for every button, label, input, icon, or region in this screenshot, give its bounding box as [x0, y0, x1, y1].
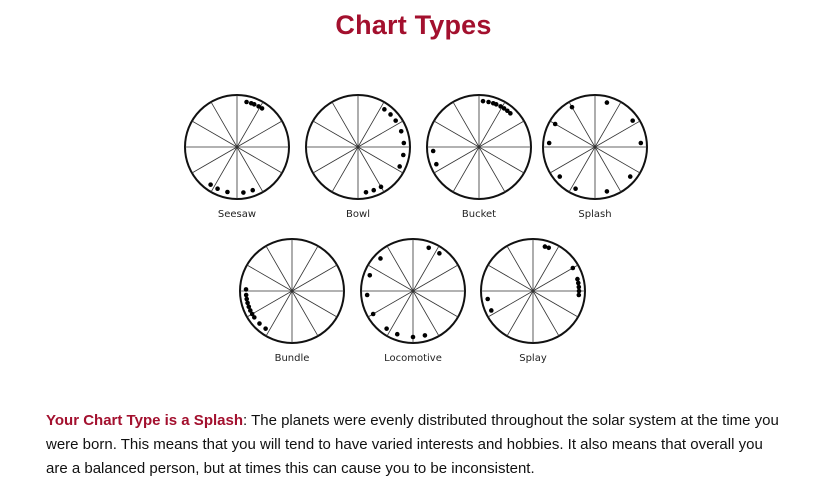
planet-dot [434, 162, 439, 167]
chart-splash [535, 92, 655, 232]
planet-dot [215, 186, 220, 191]
planet-dot [379, 185, 384, 190]
planet-dot [393, 118, 398, 123]
planet-dot [250, 188, 255, 193]
chart-splay [473, 236, 593, 376]
planet-dot [395, 332, 400, 337]
planet-dot [260, 106, 265, 111]
planet-dot [401, 153, 406, 158]
planet-dot [575, 277, 580, 282]
chart-label: Bundle [274, 353, 310, 364]
planet-dot [245, 301, 250, 306]
planet-dot [397, 164, 402, 169]
chart-seesaw [177, 92, 297, 232]
planet-dot [257, 321, 262, 326]
planet-dot [384, 326, 389, 331]
planet-dot [573, 186, 578, 191]
planet-dot [399, 129, 404, 134]
planet-dot [371, 312, 376, 317]
chart-label: Bucket [461, 209, 497, 220]
chart-bowl [298, 92, 418, 232]
planet-dot [577, 285, 582, 290]
planet-dot [557, 174, 562, 179]
planet-dot [508, 111, 513, 116]
bucket-wheel-diagram [419, 92, 539, 202]
bowl-wheel-diagram [298, 92, 418, 202]
planet-dot [576, 281, 581, 286]
planet-dot [244, 100, 249, 105]
description-text: : The planets were evenly distributed throughout the solar system at the time you were born. This means that you will tend to have varied interests and hobbies. It also means that overall you are a balanced person, but at times this can cause you to be inconsistent. [46, 412, 779, 477]
planet-dot [494, 102, 499, 107]
description-lead: Your Chart Type is a Splash [46, 412, 243, 429]
planet-dot [367, 273, 372, 278]
planet-dot [411, 335, 416, 340]
planet-dot [577, 293, 582, 298]
planet-dot [225, 190, 230, 195]
planet-dot [364, 190, 369, 195]
planet-dot [570, 105, 575, 110]
planet-dot [423, 333, 428, 338]
bundle-wheel-diagram [232, 236, 352, 346]
seesaw-wheel-diagram [177, 92, 297, 202]
splay-wheel-diagram [473, 236, 593, 346]
planet-dot [628, 174, 633, 179]
planet-dot [208, 182, 213, 187]
planet-dot [263, 326, 268, 331]
chart-type-description [46, 409, 786, 481]
planet-dot [546, 245, 551, 250]
planet-dot [630, 118, 635, 123]
planet-dot [365, 293, 370, 298]
chart-locomotive [353, 236, 473, 376]
planet-dot [402, 141, 407, 146]
planet-dot [371, 188, 376, 193]
planet-dot [486, 100, 491, 105]
planet-dot [577, 289, 582, 294]
planet-dot [605, 189, 610, 194]
planet-dot [244, 287, 249, 292]
planet-dot [388, 112, 393, 117]
chart-bucket [419, 92, 539, 232]
planet-dot [553, 122, 558, 127]
chart-label: Bowl [346, 209, 370, 220]
planet-dot [382, 107, 387, 112]
planet-dot [244, 293, 249, 298]
planet-dot [571, 266, 576, 271]
planet-dot [252, 102, 257, 107]
planet-dot [241, 190, 246, 195]
planet-dot [639, 141, 644, 146]
planet-dot [244, 297, 249, 302]
planet-dot [605, 100, 610, 105]
chart-bundle [232, 236, 352, 376]
chart-label: Locomotive [384, 353, 442, 364]
planet-dot [489, 308, 494, 313]
planet-dot [547, 141, 552, 146]
locomotive-wheel-diagram [353, 236, 473, 346]
planet-dot [437, 251, 442, 256]
planet-dot [378, 256, 383, 261]
planet-dot [431, 149, 436, 154]
chart-label: Splay [519, 353, 547, 364]
planet-dot [485, 297, 490, 302]
chart-label: Seesaw [217, 209, 257, 220]
planet-dot [426, 245, 431, 250]
chart-label: Splash [578, 209, 612, 220]
planet-dot [481, 99, 486, 104]
splash-wheel-diagram [535, 92, 655, 202]
page-title: Chart Types [335, 10, 492, 40]
